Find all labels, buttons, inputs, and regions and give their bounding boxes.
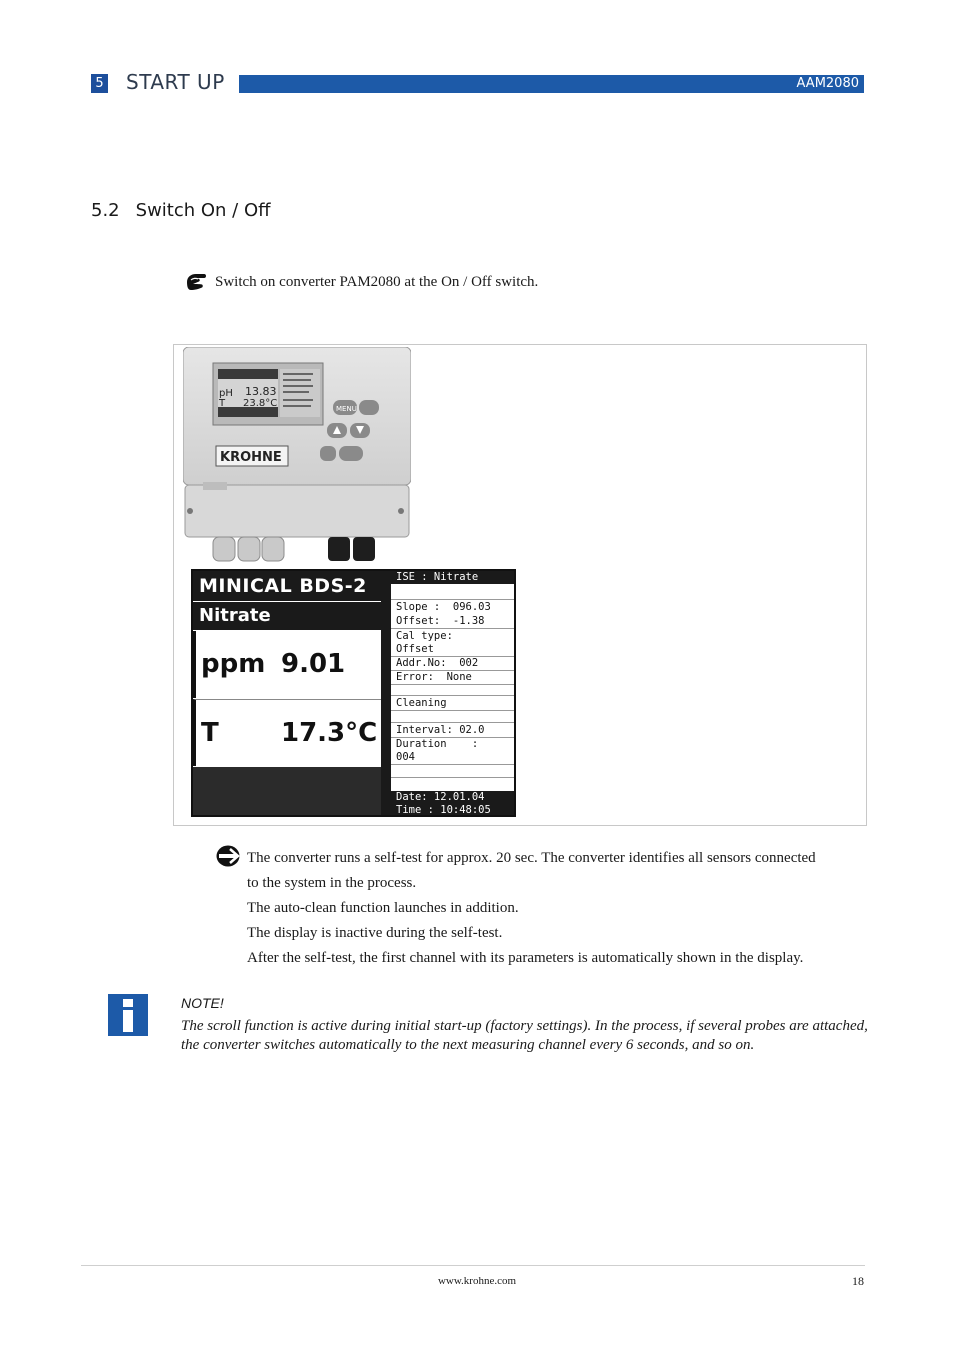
lcd-calvalue-line: Offset (396, 643, 434, 655)
lcd-title: MINICAL BDS-2 (193, 571, 381, 601)
lcd-cleaning-line: Cleaning (396, 697, 447, 709)
chapter-number: 5 (91, 74, 108, 93)
lcd-screen (191, 569, 516, 817)
document-code: AAM2080 (796, 76, 859, 91)
lcd-separator (391, 722, 514, 723)
svg-text:pH: pH (219, 388, 233, 399)
lcd-separator (391, 777, 514, 778)
lcd-offset-line: Offset: -1.38 (396, 615, 485, 627)
footer-url: www.krohne.com (437, 1275, 517, 1287)
lcd-time-line: Time : 10:48:05 (391, 804, 514, 815)
section-title: Switch On / Off (135, 200, 271, 221)
svg-text:KROHNE: KROHNE (220, 450, 282, 465)
result-line-1: The converter runs a self-test for approx. 20 sec. The converter identifies all sensors connected (247, 850, 816, 866)
page-number: 18 (852, 1274, 864, 1288)
lcd-blank-area (193, 767, 381, 815)
action-text: Switch on converter PAM2080 at the On / Off switch. (215, 274, 539, 290)
svg-text:23.8°C: 23.8°C (243, 398, 278, 409)
lcd-ise-line: ISE : Nitrate (391, 571, 514, 584)
lcd-duration-line: Duration : (396, 738, 479, 750)
lcd-unit-2: T (201, 718, 219, 748)
lcd-date-line: Date: 12.01.04 (391, 791, 514, 804)
note-label: NOTE! (181, 995, 224, 1011)
result-line-5: After the self-test, the first channel with its parameters is automatically shown in the display. (247, 950, 804, 966)
note-text: The scroll function is active during initial start-up (factory settings). In the process, if several probes are attached, the converter switches automatically to the next measuring channel every 6 seconds, and so on. (181, 1018, 868, 1053)
result-line-4: The display is inactive during the self-test. (247, 925, 503, 941)
chapter-title: START UP (126, 70, 225, 94)
info-icon (108, 994, 148, 1036)
svg-text:MENU: MENU (336, 405, 357, 413)
lcd-channel: Nitrate (193, 602, 381, 630)
lcd-error-line: Error: None (396, 671, 472, 683)
lcd-slope-line: Slope : 096.03 (396, 601, 491, 613)
result-line-2: to the system in the process. (247, 875, 417, 891)
footer-rule (81, 1265, 865, 1266)
lcd-value-2: 17.3°C (281, 718, 378, 748)
lcd-addr-line: Addr.No: 002 (396, 657, 479, 669)
lcd-value-1: 9.01 (281, 649, 346, 679)
header-bar (239, 75, 864, 93)
svg-text:13.83: 13.83 (245, 385, 277, 398)
lcd-duration-value: 004 (396, 751, 415, 763)
lcd-separator (391, 599, 514, 600)
converter-device-image (183, 347, 411, 562)
lcd-measurement-2 (193, 699, 381, 766)
lcd-interval-line: Interval: 02.0 (396, 724, 485, 736)
lcd-separator (391, 628, 514, 629)
lcd-main-panel (193, 571, 381, 815)
lcd-parameter-panel (391, 571, 514, 815)
lcd-unit-1: ppm (201, 649, 266, 679)
lcd-separator (391, 684, 514, 685)
lcd-separator (391, 764, 514, 765)
lcd-divider (381, 571, 391, 815)
svg-text:T: T (219, 398, 226, 409)
hand-pointer-icon (185, 273, 207, 291)
lcd-separator (391, 695, 514, 696)
result-line-3: The auto-clean function launches in addition. (247, 900, 519, 916)
arrow-right-icon (216, 845, 240, 867)
lcd-caltype-line: Cal type: (396, 630, 453, 642)
section-number: 5.2 (91, 200, 120, 221)
lcd-measurement-1 (193, 631, 381, 698)
lcd-separator (391, 710, 514, 711)
section-heading (91, 200, 271, 221)
